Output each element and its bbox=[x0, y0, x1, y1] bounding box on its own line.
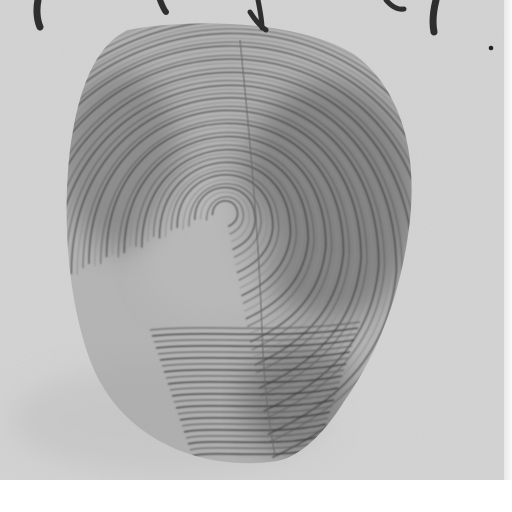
bottom-white-band bbox=[0, 480, 512, 512]
pen-stroke-1 bbox=[37, 0, 40, 27]
pen-stroke-5 bbox=[433, 0, 436, 32]
ink-dot bbox=[489, 46, 494, 51]
paper-edge-strip bbox=[504, 0, 512, 480]
